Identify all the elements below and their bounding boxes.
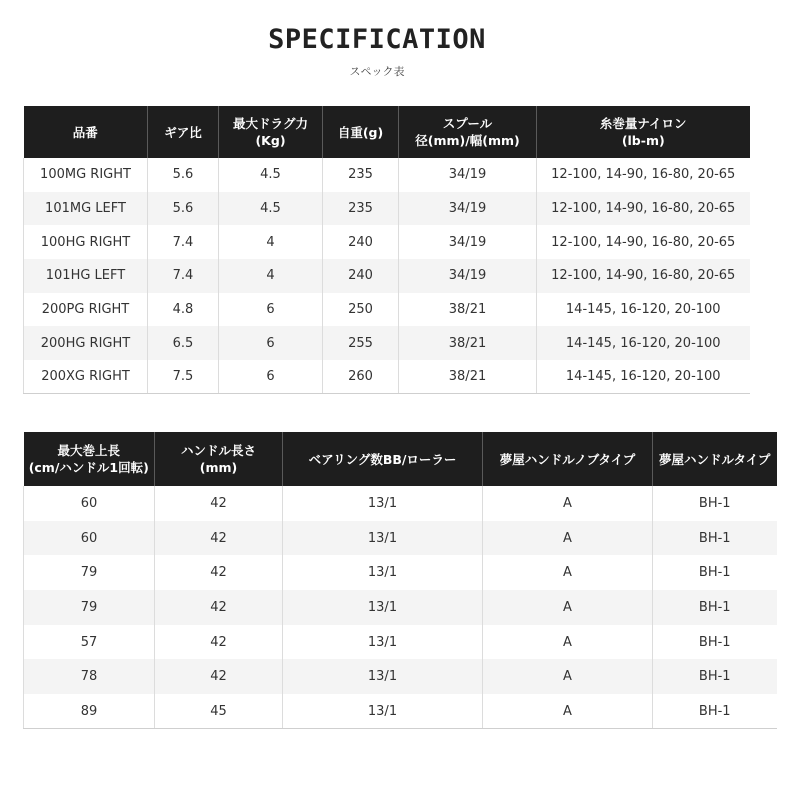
cell-line-capacity: 12-100, 14-90, 16-80, 20-65 bbox=[537, 192, 750, 226]
spec-table-main bbox=[23, 106, 750, 394]
cell-gear-ratio: 7.4 bbox=[148, 225, 219, 259]
cell-gear-ratio: 6.5 bbox=[148, 326, 219, 360]
cell-handle-type: BH-1 bbox=[698, 565, 731, 581]
cell-model: 200PG RIGHT bbox=[24, 293, 148, 327]
cell-knob-type: A bbox=[483, 625, 653, 660]
header-spool: スプール 径(mm)/幅(mm) bbox=[399, 106, 537, 158]
cell-max-retrieve: 57 bbox=[24, 625, 155, 660]
cell-knob-type: A bbox=[483, 521, 653, 556]
cell-max-retrieve: 60 bbox=[24, 486, 155, 521]
cell-handle-type: BH-1 bbox=[653, 521, 777, 556]
cell-weight: 255 bbox=[323, 326, 399, 360]
cell-weight: 235 bbox=[323, 192, 399, 226]
cell-handle-length: 42 bbox=[155, 625, 283, 660]
table-row bbox=[24, 659, 777, 694]
cell-max-drag: 6 bbox=[219, 326, 323, 360]
cell-model: 101HG LEFT bbox=[24, 259, 148, 293]
cell-gear-ratio: 5.6 bbox=[148, 192, 219, 226]
cell-line-capacity: 14-145, 16-120, 20-100 bbox=[537, 326, 750, 360]
cell-max-retrieve: 79 bbox=[24, 590, 155, 625]
cell-handle-length: 42 bbox=[155, 555, 283, 590]
cell-max-retrieve: 78 bbox=[24, 659, 155, 694]
cell-model: 100HG RIGHT bbox=[24, 225, 148, 259]
table-row bbox=[24, 521, 777, 556]
cell-handle-length: 42 bbox=[155, 590, 283, 625]
header-handle-length: ハンドル長さ (mm) bbox=[155, 432, 283, 486]
cell-spool: 34/19 bbox=[399, 259, 537, 293]
table-row bbox=[24, 326, 750, 360]
table-row bbox=[24, 555, 777, 590]
cell-handle-type: BH-1 bbox=[653, 694, 777, 729]
cell-bearings: 13/1 bbox=[283, 590, 483, 625]
page-subtitle: スペック表 bbox=[349, 65, 405, 78]
cell-max-drag: 6 bbox=[219, 360, 323, 394]
cell-weight: 260 bbox=[323, 360, 399, 394]
cell-gear-ratio: 7.5 bbox=[148, 360, 219, 394]
cell-model: 200XG RIGHT bbox=[24, 360, 148, 394]
cell-model: 101MG LEFT bbox=[24, 192, 148, 226]
cell-knob-type: A bbox=[483, 486, 653, 521]
cell-spool: 38/21 bbox=[399, 360, 537, 394]
cell-model: 100MG RIGHT bbox=[24, 158, 148, 192]
cell-model: 200HG RIGHT bbox=[24, 326, 148, 360]
cell-handle-type: BH-1 bbox=[653, 659, 777, 694]
cell-spool: 38/21 bbox=[399, 293, 537, 327]
cell-max-drag: 4.5 bbox=[219, 192, 323, 226]
cell-gear-ratio: 7.4 bbox=[148, 259, 219, 293]
cell-handle-type: BH-1 bbox=[698, 634, 731, 650]
cell-weight: 240 bbox=[323, 259, 399, 293]
cell-knob-type: A bbox=[483, 555, 653, 590]
cell-bearings: 13/1 bbox=[283, 486, 483, 521]
cell-gear-ratio: 4.8 bbox=[148, 293, 219, 327]
cell-spool: 38/21 bbox=[399, 326, 537, 360]
cell-line-capacity: 14-145, 16-120, 20-100 bbox=[565, 302, 721, 318]
header-knob-type: 夢屋ハンドルノブタイプ bbox=[483, 432, 653, 486]
cell-bearings: 13/1 bbox=[283, 521, 483, 556]
cell-spool: 34/19 bbox=[399, 192, 537, 226]
header-gear-ratio: ギア比 bbox=[148, 106, 219, 158]
table-header-row bbox=[24, 432, 777, 486]
cell-weight: 235 bbox=[323, 158, 399, 192]
table-row bbox=[24, 694, 777, 729]
header-handle-type: 夢屋ハンドルタイプ bbox=[653, 432, 777, 486]
cell-handle-length: 42 bbox=[155, 486, 283, 521]
cell-max-retrieve: 89 bbox=[24, 694, 155, 729]
table-row bbox=[24, 158, 750, 192]
cell-max-drag: 4 bbox=[219, 225, 323, 259]
spec-table-handle bbox=[23, 432, 777, 729]
table-header-row bbox=[24, 106, 750, 158]
cell-spool: 34/19 bbox=[399, 225, 537, 259]
cell-line-capacity: 12-100, 14-90, 16-80, 20-65 bbox=[537, 259, 750, 293]
table-row bbox=[24, 486, 777, 521]
table-row bbox=[24, 259, 750, 293]
cell-bearings: 13/1 bbox=[283, 555, 483, 590]
cell-weight: 250 bbox=[323, 293, 399, 327]
page-title: SPECIFICATION bbox=[268, 24, 486, 55]
cell-max-drag: 6 bbox=[219, 293, 323, 327]
header-weight: 自重(g) bbox=[323, 106, 399, 158]
cell-line-capacity: 12-100, 14-90, 16-80, 20-65 bbox=[551, 167, 736, 183]
cell-bearings: 13/1 bbox=[283, 625, 483, 660]
cell-knob-type: A bbox=[483, 659, 653, 694]
table-row bbox=[24, 192, 750, 226]
cell-bearings: 13/1 bbox=[283, 694, 483, 729]
cell-handle-length: 42 bbox=[155, 521, 283, 556]
table-row bbox=[24, 293, 750, 327]
cell-max-retrieve: 79 bbox=[24, 555, 155, 590]
cell-max-drag: 4 bbox=[219, 259, 323, 293]
cell-line-capacity: 12-100, 14-90, 16-80, 20-65 bbox=[551, 234, 736, 250]
cell-handle-length: 45 bbox=[155, 694, 283, 729]
cell-knob-type: A bbox=[483, 694, 653, 729]
cell-spool: 34/19 bbox=[399, 158, 537, 192]
cell-weight: 240 bbox=[323, 225, 399, 259]
cell-gear-ratio: 5.6 bbox=[148, 158, 219, 192]
header-max-retrieve: 最大巻上長 (cm/ハンドル1回転) bbox=[24, 432, 155, 486]
header-max-drag: 最大ドラグ力 (Kg) bbox=[219, 106, 323, 158]
table-row bbox=[24, 225, 750, 259]
table-row bbox=[24, 590, 777, 625]
cell-handle-type: BH-1 bbox=[698, 495, 731, 511]
cell-handle-length: 42 bbox=[155, 659, 283, 694]
table-row bbox=[24, 625, 777, 660]
header-bearings: ベアリング数BB/ローラー bbox=[283, 432, 483, 486]
cell-bearings: 13/1 bbox=[283, 659, 483, 694]
cell-knob-type: A bbox=[483, 590, 653, 625]
cell-handle-type: BH-1 bbox=[653, 590, 777, 625]
cell-line-capacity: 14-145, 16-120, 20-100 bbox=[537, 360, 750, 394]
header-model: 品番 bbox=[24, 106, 148, 158]
header-line-capacity: 糸巻量ナイロン (lb-m) bbox=[537, 106, 750, 158]
cell-max-retrieve: 60 bbox=[24, 521, 155, 556]
cell-max-drag: 4.5 bbox=[219, 158, 323, 192]
table-row bbox=[24, 360, 750, 394]
